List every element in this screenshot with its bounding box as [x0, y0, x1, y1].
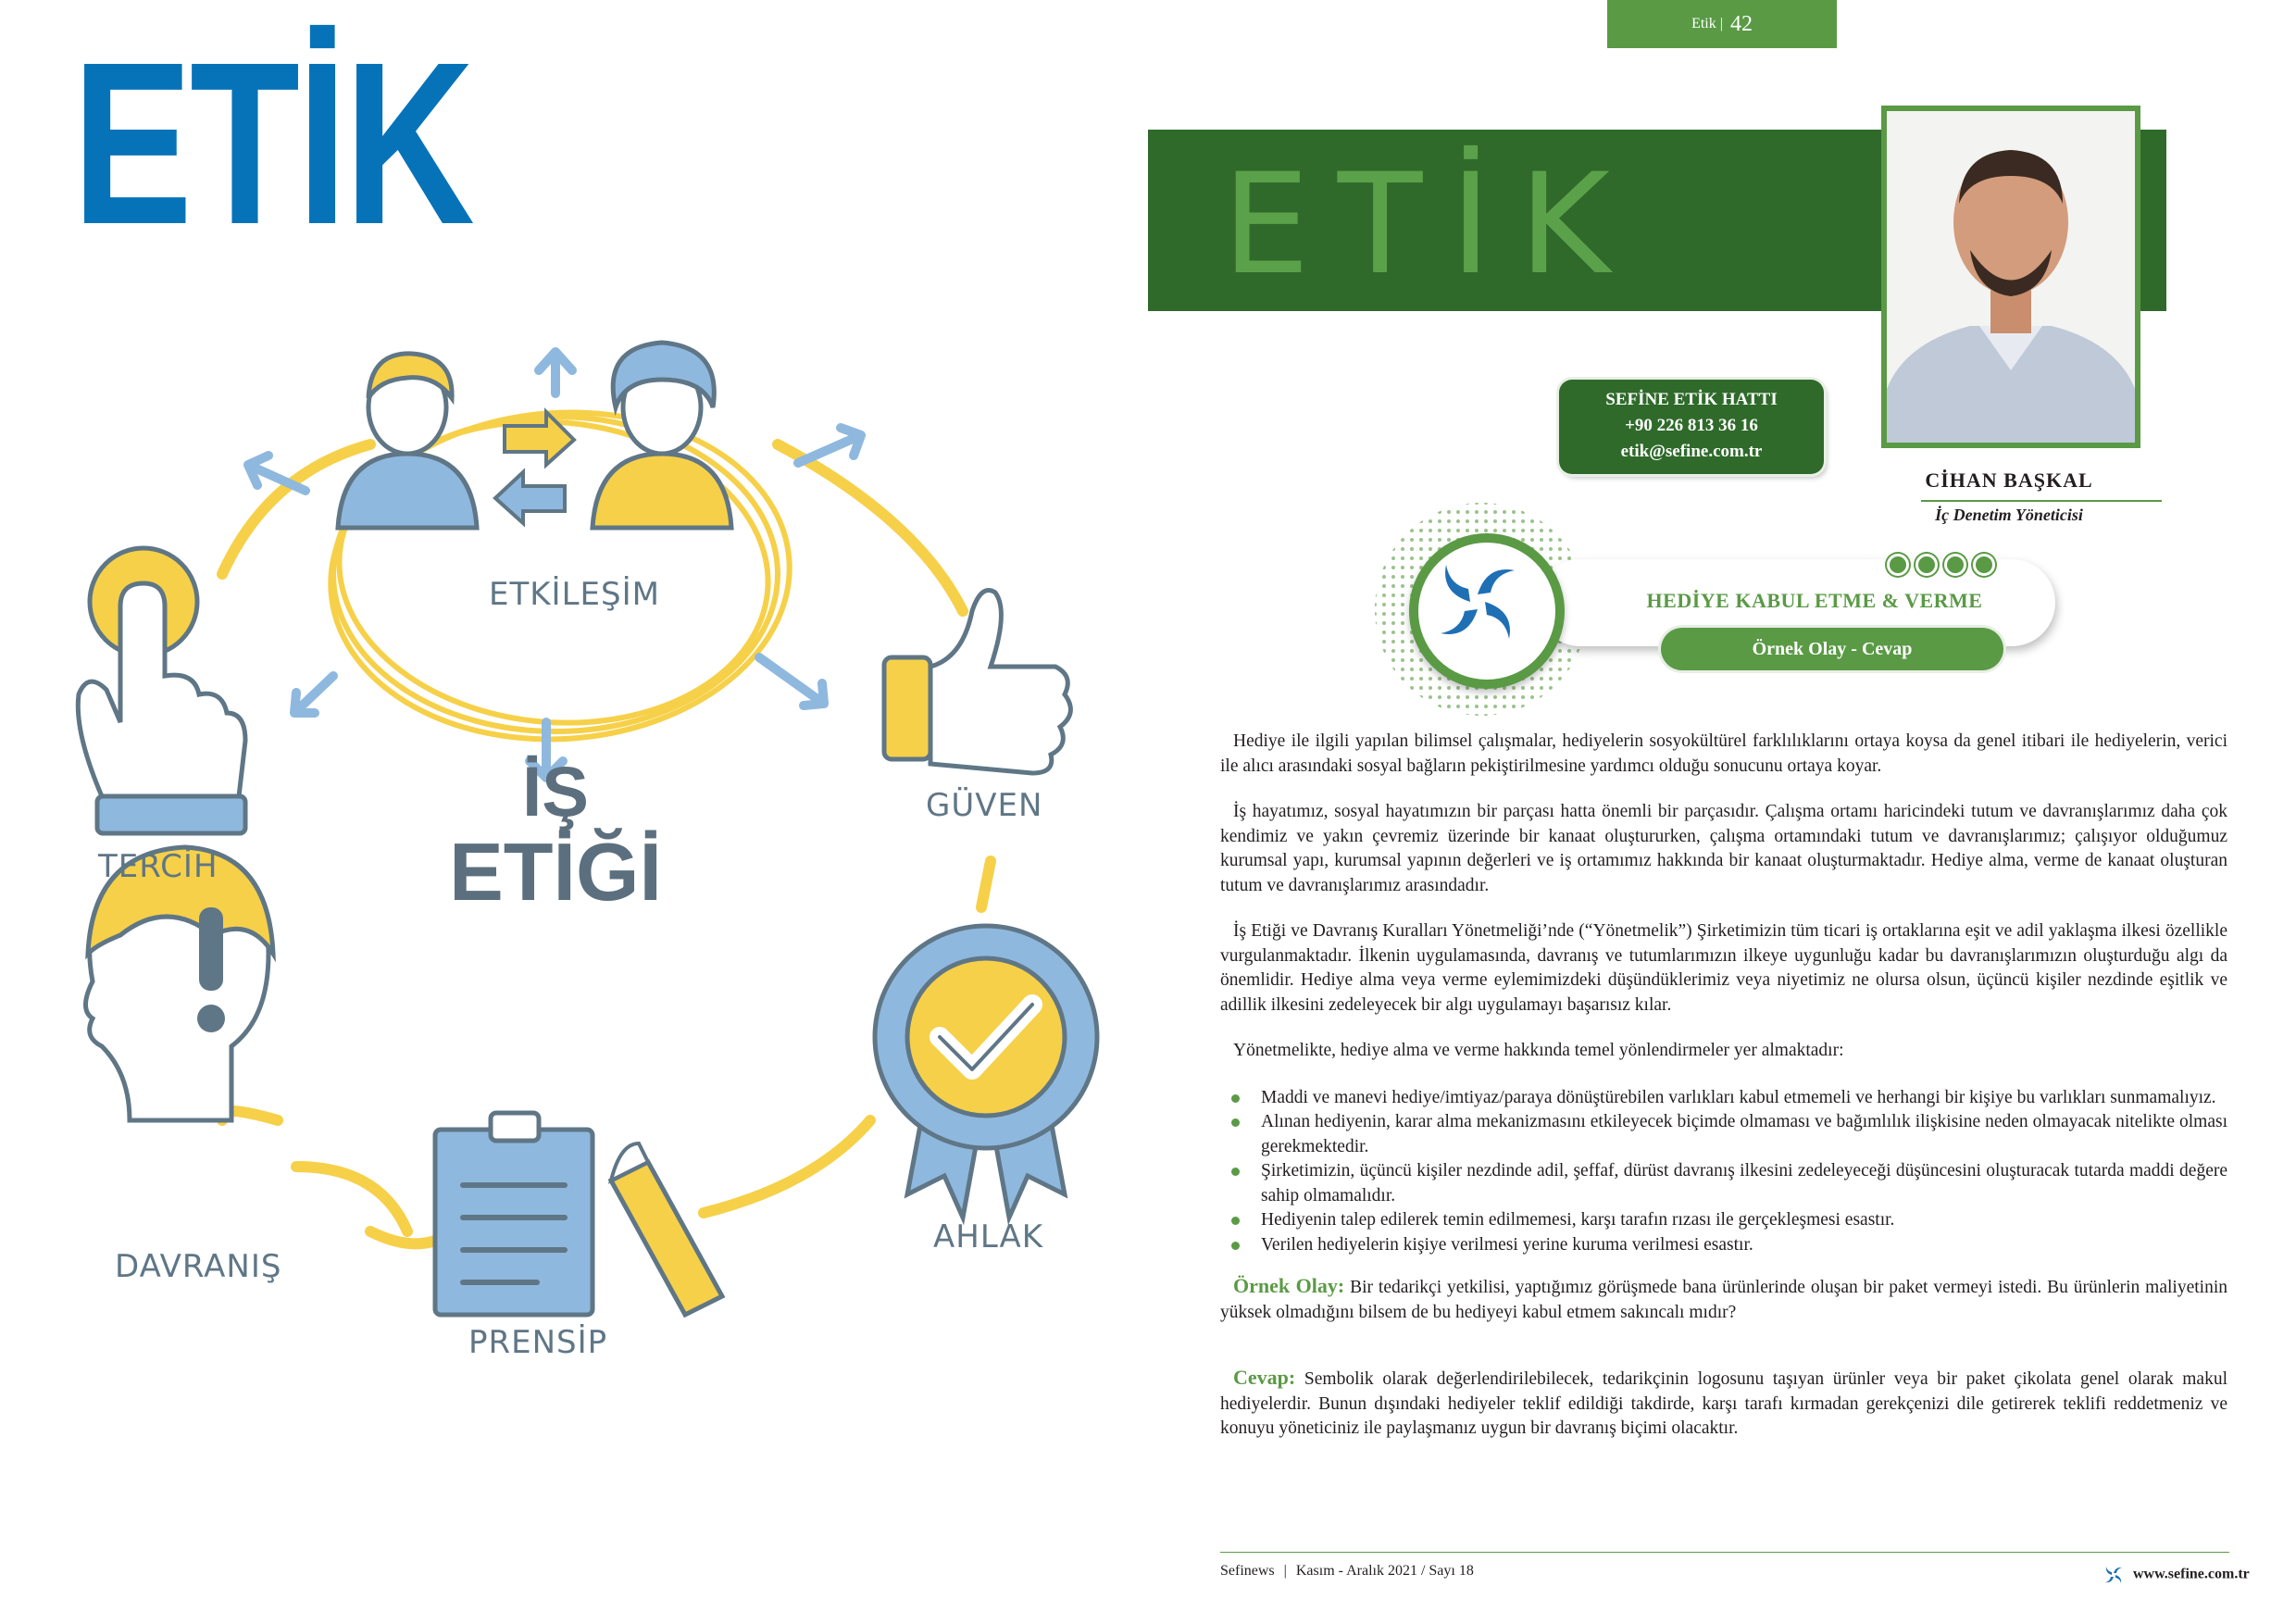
author-divider	[1921, 500, 2162, 502]
clipboard-icon	[435, 1113, 722, 1315]
footer-divider	[1220, 1552, 2229, 1553]
page-number-tab	[1607, 0, 1837, 48]
footer-website	[2102, 1563, 2250, 1587]
concept-guven: GÜVEN	[926, 787, 1043, 824]
answer	[1220, 1366, 2227, 1442]
sefine-logo-icon	[1418, 543, 1537, 661]
example-label: Örnek Olay:	[1233, 1274, 1345, 1297]
concept-tercih: TERCİH	[98, 848, 218, 885]
center-label-line2: ETİĞİ	[449, 826, 662, 918]
paragraph: İş hayatımız, sosyal hayatımızın bir parçası hatta önemli bir parçasıdır. Çalışma ortamı haricindeki tutum ve davranışlarımız daha çok kendimiz ve yakın çevremiz üzerinde bir kanaat oluştururken, çalışma ortamındaki tutum ve davranışlarımız; çalışıyor olduğumuz kurumsal yapı, kurumsal yapının değerleri ve iş ortamımız hakkında bir kanaat oluşturmaktadır. Hediye alma, verme de kanaat oluşturan tutum ve davranışlarımız arasındadır.	[1220, 802, 2227, 895]
guideline-list	[1220, 1086, 2227, 1258]
section-subtitle: Örnek Olay - Cevap	[1661, 628, 2003, 670]
author-photo	[1881, 106, 2140, 448]
page-tab-separator: |	[1719, 16, 1723, 31]
paragraph: Yönetmelikte, hediye alma ve verme hakkında temel yönlendirmeler yer almaktadır:	[1233, 1041, 1844, 1060]
author-role: İç Denetim Yöneticisi	[1935, 506, 2083, 524]
example-text: Bir tedarikçi yetkilisi, yaptığımız görüşmede bana ürünlerinde oluşan bir paket vermeyi istedi. Bu ürünlerin maliyetinin yüksek olmadığını bilsem de bu hediyeyi kabul etmem sakıncalı mıdır?	[1220, 1278, 2227, 1322]
progress-dots	[1887, 554, 2002, 581]
band-title: ETİK	[1222, 144, 1639, 306]
answer-label: Cevap:	[1233, 1366, 1296, 1389]
ethics-hotline-box	[1559, 380, 1824, 474]
concept-ahlak: AHLAK	[933, 1218, 1044, 1255]
center-label-line1: İŞ	[522, 753, 589, 831]
concept-davranis: DAVRANIŞ	[115, 1248, 282, 1285]
list-item: Hediyenin talep edilerek temin edilmemesi, karşı tarafın rızası ile gerçekleşmesi esastır.	[1229, 1208, 2227, 1233]
hotline-phone[interactable]: +90 226 813 36 16	[1625, 416, 1758, 435]
section-title: HEDİYE KABUL ETME & VERME	[1646, 589, 1983, 612]
concept-prensip: PRENSİP	[468, 1324, 608, 1361]
hotline-email[interactable]: etik@sefine.com.tr	[1620, 442, 1763, 461]
list-item: Şirketimizin, üçüncü kişiler nezdinde adil, şeffaf, dürüst davranış ilkesini zedeleyeceği düşüncesini oluşturacak tutarda maddi değere sahip olmamalıdır.	[1229, 1159, 2227, 1208]
paragraph: İş Etiği ve Davranış Kuralları Yönetmeliği’nde (“Yönetmelik”) Şirketimizin tüm ticari iş ortaklarına eşit ve adil yaklaşma ilkesi özellikle vurgulanmaktadır. İlkenin uygulamasında, davranış ve tutumlarımızın ilkeye uygunluğu kadar bu davranışlarımızın oluşturduğu algı da önemlidir. Hediye alma veya verme eylemimizdeki düşündüklerimiz veya niyetimiz ne olursa olsun, üçüncü kişiler nezdinde eşitlik ve adillik ilkesini zedeleyecek bir algı uygulamayı başarısız kılar.	[1220, 921, 2227, 1015]
footer-magazine: Sefinews	[1220, 1563, 1275, 1579]
example-case	[1220, 1274, 2227, 1325]
answer-text: Sembolik olarak değerlendirilebilecek, tedarikçinin logosunu taşıyan ürünler veya bir paket çikolata genel olarak makul hediyelerdir. Bunun dışındaki hediyeler teklif edildiği takdirde, karşı tarafı kırmadan gerekçenizi dile getirerek teklifi reddetmeniz ve konuyu yöneticiniz ile paylaşmanız uygun bir davranış biçimi olacaktır.	[1220, 1369, 2227, 1438]
thumbs-up-icon	[884, 591, 1070, 774]
footer-issue	[1220, 1563, 1474, 1580]
footer-separator: |	[1283, 1563, 1287, 1579]
footer-website-link[interactable]: www.sefine.com.tr	[2133, 1566, 2250, 1582]
author-name: CİHAN BAŞKAL	[1925, 468, 2093, 492]
footer-issue-text: Kasım - Aralık 2021 / Sayı 18	[1295, 1563, 1474, 1579]
left-page-title: ETİK	[72, 14, 472, 272]
company-logo-badge	[1409, 533, 1565, 689]
list-item: Alınan hediyenin, karar alma mekanizmasını etkileyecek biçimde olmaması ve bağımlılık ilişkisine neden olmayacak nitelikte olması gerekmektedir.	[1229, 1110, 2227, 1159]
pointing-hand-icon	[78, 548, 245, 833]
article-body	[1220, 730, 2227, 1463]
paragraph: Hediye ile ilgili yapılan bilimsel çalışmalar, hediyelerin sosyokültürel farklılıklarını ortaya koysa da genel itibari ile hediyelerin, verici ile alıcı arasındaki sosyal bağların pekiştirilmesine yardımcı olduğu sonucunu ortaya koyar.	[1220, 731, 2227, 776]
award-badge-icon	[875, 926, 1097, 1218]
page-tab-number: 42	[1729, 11, 1753, 36]
head-alert-icon	[86, 847, 274, 1120]
list-item: Verilen hediyelerin kişiye verilmesi yerine kuruma verilmesi esastır.	[1229, 1233, 2227, 1258]
list-item: Maddi ve manevi hediye/imtiyaz/paraya dönüştürebilen varlıkları kabul etmemeli ve herhangi bir kişiye bu varlıkları sunmamalıyız.	[1229, 1086, 2227, 1111]
concept-etkilesim: ETKİLEŞİM	[489, 576, 660, 613]
page-tab-section: Etik	[1691, 16, 1716, 31]
sefine-logo-icon	[2102, 1563, 2126, 1587]
author-portrait-image	[1887, 111, 2135, 443]
hotline-title: SEFİNE ETİK HATTI	[1605, 390, 1778, 409]
